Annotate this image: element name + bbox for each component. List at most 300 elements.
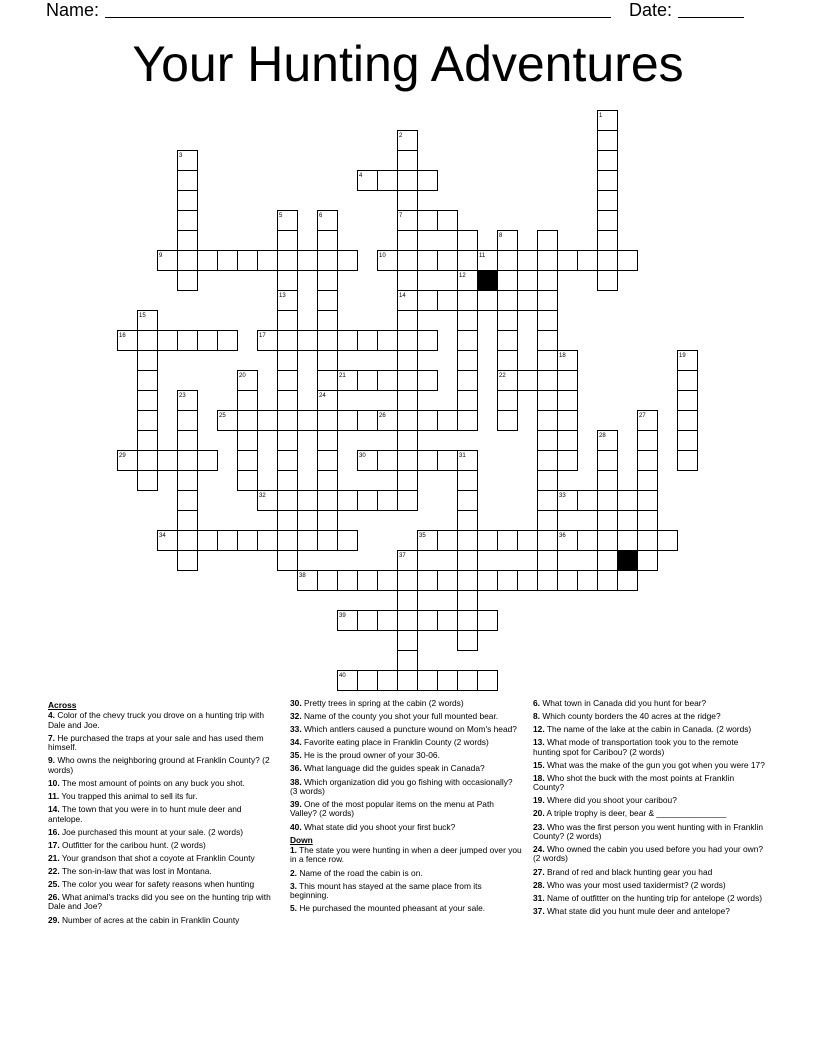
grid-cell[interactable] — [478, 291, 498, 311]
grid-cell[interactable] — [398, 371, 418, 391]
grid-cell[interactable] — [538, 511, 558, 531]
grid-cell[interactable] — [458, 551, 478, 571]
grid-cell[interactable] — [678, 391, 698, 411]
clue-item — [48, 916, 278, 925]
grid-cell[interactable] — [398, 231, 418, 251]
clue-item — [533, 712, 765, 721]
grid-cell[interactable] — [398, 651, 418, 671]
grid-cell[interactable] — [318, 251, 338, 271]
grid-cell[interactable] — [378, 611, 398, 631]
grid-cell[interactable] — [418, 251, 438, 271]
grid-cell[interactable] — [278, 511, 298, 531]
grid-cell[interactable] — [338, 251, 358, 271]
grid-cell[interactable] — [218, 331, 238, 351]
grid-cell[interactable] — [398, 591, 418, 611]
grid-cell[interactable] — [638, 551, 658, 571]
grid-cell[interactable] — [618, 531, 638, 551]
grid-cell[interactable] — [418, 671, 438, 691]
clue-number-label: 6 — [319, 213, 323, 219]
grid-cell[interactable] — [458, 391, 478, 411]
grid-cell[interactable] — [178, 471, 198, 491]
grid-cell[interactable] — [618, 491, 638, 511]
grid-cell[interactable] — [598, 151, 618, 171]
clue-text: Which organization did you go fishing with occasionally? (3 words) — [290, 776, 513, 796]
grid-cell[interactable] — [578, 251, 598, 271]
grid-cell[interactable] — [318, 571, 338, 591]
grid-cell[interactable] — [538, 231, 558, 251]
grid-cell[interactable] — [238, 431, 258, 451]
grid-cell[interactable] — [638, 491, 658, 511]
grid-cell[interactable] — [238, 391, 258, 411]
clue-item — [48, 841, 278, 850]
grid-cell[interactable] — [398, 491, 418, 511]
grid-cell[interactable] — [438, 671, 458, 691]
grid-cell[interactable] — [378, 491, 398, 511]
grid-cell[interactable] — [498, 391, 518, 411]
grid-cell[interactable] — [318, 331, 338, 351]
grid-cell[interactable] — [278, 471, 298, 491]
grid-cell[interactable] — [538, 391, 558, 411]
grid-cell[interactable] — [598, 211, 618, 231]
grid-cell[interactable] — [278, 251, 298, 271]
grid-cell[interactable] — [358, 611, 378, 631]
grid-cell[interactable] — [558, 571, 578, 591]
grid-cell[interactable] — [498, 531, 518, 551]
grid-cell[interactable] — [538, 251, 558, 271]
clue-number: 20. — [533, 808, 545, 819]
grid-cell[interactable] — [138, 431, 158, 451]
grid-cell[interactable] — [398, 391, 418, 411]
grid-cell[interactable] — [398, 271, 418, 291]
grid-cell[interactable] — [278, 391, 298, 411]
grid-cell[interactable] — [138, 351, 158, 371]
grid-cell[interactable] — [558, 431, 578, 451]
grid-cell[interactable] — [498, 411, 518, 431]
grid-cell[interactable] — [158, 451, 178, 471]
grid-cell[interactable] — [138, 451, 158, 471]
clue-item — [533, 894, 765, 903]
grid-cell[interactable] — [578, 491, 598, 511]
grid-cell[interactable] — [398, 451, 418, 471]
clue-number: 18. — [533, 772, 545, 783]
clue-text: He is the proud owner of your 30-06. — [301, 750, 440, 761]
grid-cell[interactable] — [138, 471, 158, 491]
clue-item — [48, 711, 278, 730]
grid-cell[interactable] — [418, 451, 438, 471]
grid-cell[interactable] — [418, 411, 438, 431]
grid-cell[interactable] — [338, 491, 358, 511]
grid-cell[interactable] — [398, 251, 418, 271]
grid-cell[interactable] — [398, 171, 418, 191]
clue-text: Name of outfitter on the hunting trip for antelope (2 words) — [544, 892, 763, 903]
grid-cell[interactable] — [598, 231, 618, 251]
clue-text: A triple trophy is deer, bear & _______________ — [544, 808, 727, 819]
grid-cell[interactable] — [678, 371, 698, 391]
clue-text: One of the most popular items on the menu at Path Valley? (2 words) — [290, 799, 494, 819]
grid-cell[interactable] — [318, 471, 338, 491]
grid-cell[interactable] — [238, 531, 258, 551]
grid-cell[interactable] — [138, 371, 158, 391]
grid-cell[interactable] — [598, 531, 618, 551]
grid-cell[interactable] — [558, 411, 578, 431]
grid-cell[interactable] — [418, 611, 438, 631]
grid-cell[interactable] — [378, 371, 398, 391]
clue-number-label: 12 — [459, 273, 466, 279]
grid-cell[interactable] — [538, 271, 558, 291]
grid-cell[interactable] — [398, 631, 418, 651]
grid-cell[interactable] — [198, 331, 218, 351]
grid-cell[interactable] — [398, 431, 418, 451]
grid-cell[interactable] — [498, 571, 518, 591]
grid-cell[interactable] — [318, 451, 338, 471]
clue-number: 25. — [48, 878, 60, 889]
grid-cell[interactable] — [278, 351, 298, 371]
grid-cell[interactable] — [518, 531, 538, 551]
grid-cell[interactable] — [458, 511, 478, 531]
grid-cell[interactable] — [438, 531, 458, 551]
grid-cell[interactable] — [398, 311, 418, 331]
grid-cell[interactable] — [478, 571, 498, 591]
grid-cell[interactable] — [138, 411, 158, 431]
grid-cell[interactable] — [178, 511, 198, 531]
clue-number: 34. — [290, 737, 302, 748]
grid-cell[interactable] — [178, 491, 198, 511]
clue-number-label: 34 — [159, 533, 166, 539]
grid-cell[interactable] — [178, 211, 198, 231]
grid-cell[interactable] — [238, 471, 258, 491]
grid-cell[interactable] — [398, 611, 418, 631]
grid-cell[interactable] — [398, 411, 418, 431]
grid-cell[interactable] — [678, 411, 698, 431]
grid-cell[interactable] — [178, 551, 198, 571]
grid-cell[interactable] — [178, 251, 198, 271]
grid-cell[interactable] — [438, 611, 458, 631]
grid-cell[interactable] — [358, 411, 378, 431]
grid-cell[interactable] — [538, 531, 558, 551]
grid-cell[interactable] — [358, 671, 378, 691]
clue-item — [290, 751, 522, 760]
grid-cell[interactable] — [658, 531, 678, 551]
grid-cell[interactable] — [378, 671, 398, 691]
clue-text: The town that you were in to hunt mule deer and antelope. — [48, 804, 242, 824]
grid-cell[interactable] — [198, 531, 218, 551]
clue-text: What town in Canada did you hunt for bear? — [540, 698, 707, 708]
clue-text: The most amount of points on any buck you shot. — [59, 777, 245, 788]
grid-cell[interactable] — [458, 371, 478, 391]
grid-cell[interactable] — [598, 131, 618, 151]
clue-number: 5. — [290, 903, 297, 914]
grid-cell[interactable] — [458, 411, 478, 431]
grid-cell[interactable] — [178, 451, 198, 471]
clue-item — [290, 778, 522, 797]
clue-number: 8. — [533, 711, 540, 722]
grid-cell[interactable] — [278, 451, 298, 471]
clue-item — [533, 881, 765, 890]
grid-cell[interactable] — [538, 331, 558, 351]
grid-cell[interactable] — [638, 451, 658, 471]
grid-cell[interactable] — [538, 551, 558, 571]
clue-item — [533, 796, 765, 805]
grid-cell[interactable] — [578, 531, 598, 551]
grid-cell[interactable] — [378, 331, 398, 351]
clue-text: What mode of transportation took you to the remote hunting spot for Caribou? (2 words) — [533, 737, 739, 757]
grid-cell[interactable] — [598, 511, 618, 531]
grid-cell[interactable] — [458, 291, 478, 311]
grid-cell[interactable] — [458, 331, 478, 351]
clue-item — [533, 809, 765, 818]
grid-cell[interactable] — [498, 251, 518, 271]
grid-cell[interactable] — [398, 151, 418, 171]
clue-column-1 — [48, 699, 278, 929]
grid-cell[interactable] — [218, 251, 238, 271]
grid-cell[interactable] — [598, 271, 618, 291]
clue-number-label: 10 — [379, 253, 386, 259]
grid-cell[interactable] — [418, 331, 438, 351]
grid-cell[interactable] — [418, 211, 438, 231]
grid-cell[interactable] — [518, 571, 538, 591]
grid-cell[interactable] — [338, 531, 358, 551]
grid-cell[interactable] — [378, 451, 398, 471]
grid-cell[interactable] — [438, 451, 458, 471]
grid-cell[interactable] — [678, 451, 698, 471]
grid-cell[interactable] — [458, 591, 478, 611]
grid-cell[interactable] — [318, 491, 338, 511]
grid-cell[interactable] — [538, 371, 558, 391]
clue-number-label: 26 — [379, 413, 386, 419]
grid-cell[interactable] — [258, 411, 278, 431]
grid-cell[interactable] — [318, 311, 338, 331]
grid-cell[interactable] — [558, 451, 578, 471]
grid-cell[interactable] — [178, 231, 198, 251]
clue-number: 15. — [533, 759, 545, 770]
grid-cell[interactable] — [458, 471, 478, 491]
grid-cell[interactable] — [318, 351, 338, 371]
grid-cell[interactable] — [598, 571, 618, 591]
grid-cell[interactable] — [438, 291, 458, 311]
grid-cell[interactable] — [178, 171, 198, 191]
grid-cell[interactable] — [598, 451, 618, 471]
clue-item — [533, 774, 765, 793]
grid-cell[interactable] — [278, 411, 298, 431]
grid-cell[interactable] — [538, 411, 558, 431]
grid-cell[interactable] — [318, 291, 338, 311]
grid-cell[interactable] — [398, 351, 418, 371]
grid-cell[interactable] — [178, 331, 198, 351]
grid-cell[interactable] — [178, 271, 198, 291]
grid-cell[interactable] — [498, 291, 518, 311]
grid-cell[interactable] — [238, 411, 258, 431]
clue-number: 14. — [48, 804, 60, 815]
grid-cell[interactable] — [398, 671, 418, 691]
grid-cell[interactable] — [518, 291, 538, 311]
grid-cell[interactable] — [458, 231, 478, 251]
grid-cell[interactable] — [138, 391, 158, 411]
grid-cell[interactable] — [378, 171, 398, 191]
clue-number-label: 24 — [319, 393, 326, 399]
grid-cell[interactable] — [398, 331, 418, 351]
grid-cell[interactable] — [538, 291, 558, 311]
grid-cell[interactable] — [638, 431, 658, 451]
grid-cell[interactable] — [198, 451, 218, 471]
grid-cell[interactable] — [278, 491, 298, 511]
grid-cell[interactable] — [278, 371, 298, 391]
grid-cell[interactable] — [238, 251, 258, 271]
grid-cell[interactable] — [298, 531, 318, 551]
grid-cell[interactable] — [318, 231, 338, 251]
grid-cell[interactable] — [598, 551, 618, 571]
clue-text: Brand of red and black hunting gear you had — [544, 866, 713, 877]
grid-cell[interactable] — [138, 331, 158, 351]
grid-cell[interactable] — [458, 531, 478, 551]
grid-cell[interactable] — [238, 451, 258, 471]
grid-cell[interactable] — [278, 231, 298, 251]
grid-cell[interactable] — [458, 611, 478, 631]
grid-cell[interactable] — [398, 571, 418, 591]
grid-cell[interactable] — [178, 191, 198, 211]
grid-cell[interactable] — [618, 571, 638, 591]
grid-cell[interactable] — [298, 251, 318, 271]
grid-cell[interactable] — [298, 411, 318, 431]
clue-text: Which antlers caused a puncture wound on Mom's head? — [301, 724, 517, 735]
grid-cell[interactable] — [318, 511, 338, 531]
clue-text: The name of the lake at the cabin in Canada. (2 words) — [544, 724, 752, 735]
grid-cell[interactable] — [458, 311, 478, 331]
grid-cell[interactable] — [618, 251, 638, 271]
grid-cell[interactable] — [278, 331, 298, 351]
grid-cell[interactable] — [278, 551, 298, 571]
grid-cell[interactable] — [278, 271, 298, 291]
grid-cell[interactable] — [538, 351, 558, 371]
clue-item — [48, 867, 278, 876]
clue-item — [533, 845, 765, 864]
clue-column-2 — [290, 699, 522, 917]
grid-cell[interactable] — [178, 411, 198, 431]
grid-cell[interactable] — [438, 211, 458, 231]
grid-cell[interactable] — [178, 431, 198, 451]
grid-cell[interactable] — [558, 391, 578, 411]
grid-cell[interactable] — [498, 351, 518, 371]
grid-cell[interactable] — [458, 631, 478, 651]
clue-number: 7. — [48, 732, 55, 743]
grid-cell[interactable] — [438, 411, 458, 431]
grid-cell[interactable] — [218, 531, 238, 551]
grid-cell[interactable] — [458, 571, 478, 591]
grid-cell[interactable] — [538, 571, 558, 591]
grid-cell[interactable] — [398, 191, 418, 211]
grid-cell[interactable] — [258, 251, 278, 271]
grid-cell[interactable] — [298, 491, 318, 511]
grid-cell[interactable] — [598, 471, 618, 491]
clue-item — [533, 699, 765, 708]
grid-cell[interactable] — [278, 431, 298, 451]
grid-cell[interactable] — [438, 251, 458, 271]
grid-cell[interactable] — [498, 311, 518, 331]
grid-cell[interactable] — [198, 251, 218, 271]
grid-cell[interactable] — [538, 431, 558, 451]
grid-cell[interactable] — [638, 471, 658, 491]
grid-cell[interactable] — [538, 311, 558, 331]
clue-text: This mount has stayed at the same place from its beginning. — [290, 880, 482, 901]
grid-cell[interactable] — [338, 331, 358, 351]
grid-cell[interactable] — [278, 311, 298, 331]
grid-cell[interactable] — [358, 371, 378, 391]
grid-cell[interactable] — [458, 251, 478, 271]
grid-cell[interactable] — [398, 471, 418, 491]
grid-cell[interactable] — [358, 571, 378, 591]
grid-cell[interactable] — [158, 331, 178, 351]
grid-cell[interactable] — [558, 251, 578, 271]
grid-cell[interactable] — [598, 491, 618, 511]
grid-cell[interactable] — [438, 571, 458, 591]
grid-cell[interactable] — [478, 611, 498, 631]
grid-cell[interactable] — [318, 371, 338, 391]
clue-text: Name of the road the cabin is on. — [297, 867, 423, 878]
clue-item — [48, 805, 278, 824]
grid-cell[interactable] — [498, 271, 518, 291]
grid-cell[interactable] — [498, 331, 518, 351]
clue-text: What language did the guides speak in Canada? — [301, 763, 485, 774]
clue-item — [533, 868, 765, 877]
grid-cell[interactable] — [358, 331, 378, 351]
grid-cell[interactable] — [558, 371, 578, 391]
clue-text: Who owns the neighboring ground at Franklin County? (2 words) — [48, 755, 270, 775]
grid-cell[interactable] — [338, 571, 358, 591]
grid-cell[interactable] — [318, 271, 338, 291]
grid-cell[interactable] — [358, 491, 378, 511]
grid-cell[interactable] — [178, 531, 198, 551]
grid-cell[interactable] — [318, 531, 338, 551]
grid-cell[interactable] — [278, 531, 298, 551]
grid-cell[interactable] — [458, 491, 478, 511]
clue-item — [48, 828, 278, 837]
grid-cell[interactable] — [538, 451, 558, 471]
grid-cell[interactable] — [298, 331, 318, 351]
grid-cell[interactable] — [338, 411, 358, 431]
grid-cell[interactable] — [578, 571, 598, 591]
grid-cell[interactable] — [538, 491, 558, 511]
clue-text: Where did you shoot your caribou? — [544, 795, 677, 806]
clue-item — [48, 854, 278, 863]
grid-cell[interactable] — [418, 171, 438, 191]
grid-cell[interactable] — [458, 351, 478, 371]
clue-text: The state you were hunting in when a deer jumped over you in a fence row. — [290, 845, 522, 865]
grid-cell[interactable] — [598, 191, 618, 211]
grid-cell[interactable] — [518, 251, 538, 271]
grid-cell[interactable] — [378, 571, 398, 591]
grid-cell[interactable] — [598, 251, 618, 271]
clue-item — [290, 712, 522, 721]
grid-cell[interactable] — [418, 571, 438, 591]
clue-number: 29. — [48, 914, 60, 925]
grid-cell[interactable] — [638, 531, 658, 551]
grid-cell[interactable] — [458, 671, 478, 691]
grid-cell[interactable] — [318, 431, 338, 451]
grid-cell[interactable] — [258, 531, 278, 551]
grid-cell[interactable] — [418, 291, 438, 311]
clue-number: 31. — [533, 892, 545, 903]
grid-cell[interactable] — [418, 371, 438, 391]
grid-cell[interactable] — [478, 531, 498, 551]
clue-number: 23. — [533, 821, 545, 832]
grid-cell[interactable] — [518, 371, 538, 391]
grid-cell[interactable] — [638, 511, 658, 531]
grid-cell[interactable] — [678, 431, 698, 451]
clue-item — [290, 764, 522, 773]
grid-cell[interactable] — [478, 671, 498, 691]
grid-cell[interactable] — [598, 171, 618, 191]
grid-cell[interactable] — [538, 471, 558, 491]
grid-cell[interactable] — [318, 411, 338, 431]
